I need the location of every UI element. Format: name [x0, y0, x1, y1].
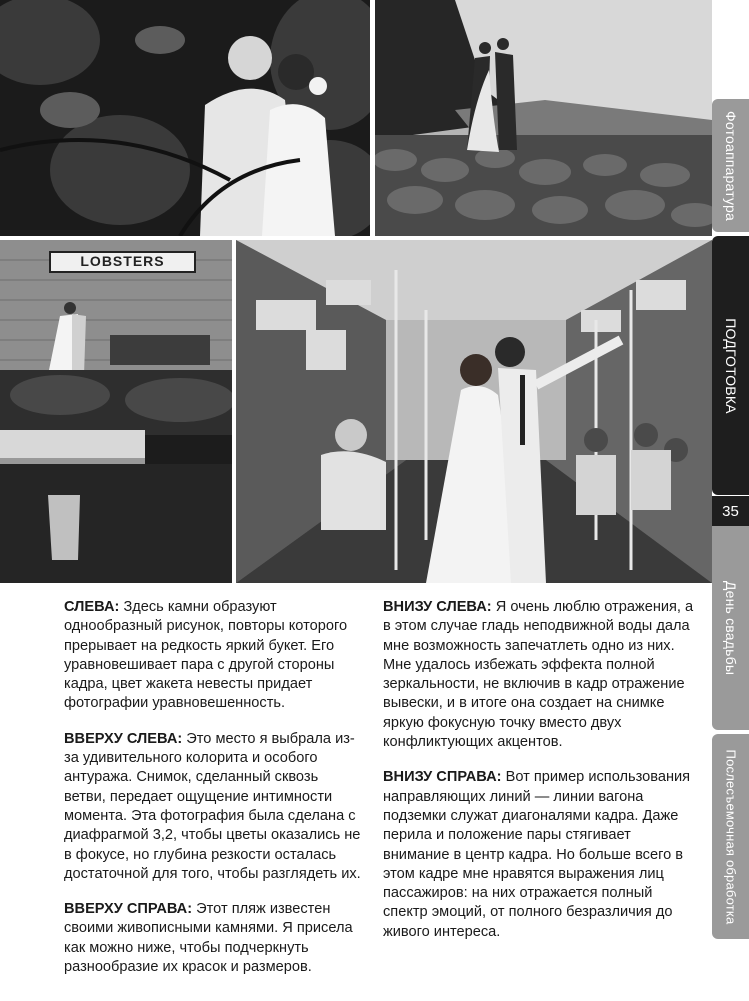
caption-text: Вот пример использования направляющих линий — линии вагона подземки служат диагоналями кадра. Даже перила и положение пары стягивает внимание в центр кадра. Но больше всего в этом кадре мне нравятся выражения лиц пассажиров: на них отражается полный спектр эмоций, от полного безразличия до живого интереса.: [383, 769, 691, 940]
caption-top-left: [64, 730, 362, 884]
page-number: 35: [712, 495, 749, 526]
caption-text: Этот пляж известен своими живописными камнями. Я присела как можно ниже, чтобы подчеркнуть разнообразие их красок и размеров.: [64, 901, 353, 976]
photo-couple-subway: [236, 240, 712, 583]
tab-label-camera-equipment: Фотоаппаратура: [722, 110, 739, 221]
photo-couple-lobsters-sign: [0, 240, 232, 583]
caption-label: ВВЕРХУ СПРАВА:: [64, 901, 193, 918]
caption-text: Я очень люблю отражения, а в этом случае гладь неподвижной воды дала мне возможность запечатлеть одно из них. Мне удалось избежать эффекта полной зеркальности, не включив в кадр отражение вывески, и в итоге она создает на снимке яркую фокусную точку вместо двух конфликтующих акцентов.: [383, 599, 694, 751]
caption-label: ВНИЗУ СПРАВА:: [383, 769, 502, 786]
caption-top-right: [64, 900, 362, 977]
tab-label-preparation: ПОДГОТОВКА: [722, 317, 739, 414]
caption-label: СЛЕВА:: [64, 599, 120, 615]
lobsters-sign: LOBSTERS: [80, 253, 165, 269]
tab-label-wedding-day: День свадьбы: [722, 580, 739, 676]
caption-column-left: [64, 598, 362, 993]
tab-label-post-processing: Послесъемочная обработка: [723, 749, 738, 924]
caption-left: [64, 598, 362, 714]
photo-couple-beach: [375, 0, 712, 236]
caption-text: Это место я выбрала из-за удивительного колорита и особого антуража. Снимок, сделанный сквозь ветви, передает ощущение интимности момента. Эта фотография была сделана с диафрагмой 3,2, чтобы цветы оказались не в фокусе, но глубина резкости осталась достаточной для того, чтобы разглядеть их.: [64, 730, 361, 882]
caption-bottom-right: [383, 768, 696, 942]
tab-camera-equipment[interactable]: [712, 99, 749, 232]
caption-label: ВНИЗУ СЛЕВА:: [383, 599, 492, 615]
tab-preparation[interactable]: [712, 236, 749, 495]
caption-column-right: [383, 598, 696, 958]
tab-post-processing[interactable]: [712, 734, 749, 939]
caption-bottom-left: [383, 598, 696, 752]
caption-label: ВВЕРХУ СЛЕВА:: [64, 730, 183, 747]
tab-wedding-day[interactable]: [712, 526, 749, 730]
caption-text: Здесь камни образуют однообразный рисунок, повторы которого прерывает на редкость яркий букет. Его уравновешивает пара с другой стороны кадра, цвет жакета невесты придает фотографии уравновешенность.: [64, 599, 348, 712]
photo-couple-branches: [0, 0, 370, 236]
